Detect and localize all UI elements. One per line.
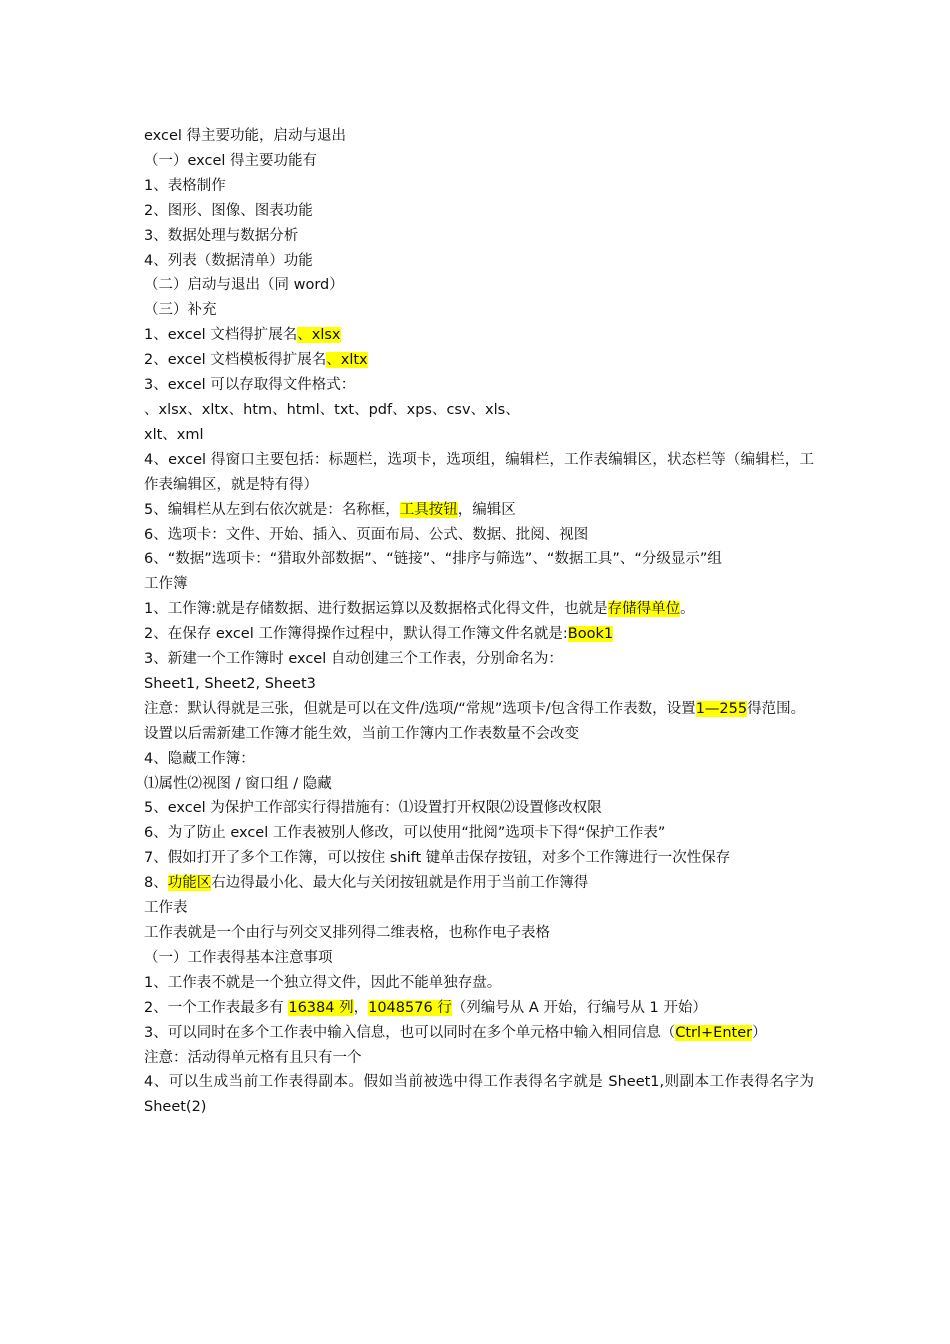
paragraph [144, 124, 814, 149]
text-run: （一）工作表得基本注意事项 [144, 949, 333, 966]
paragraph [144, 772, 814, 797]
highlighted-text: 、xltx [326, 352, 368, 369]
text-run: 注意：活动得单元格有且只有一个 [144, 1049, 362, 1066]
text-run: 3、新建一个工作簿时 excel 自动创建三个工作表，分别命名为： [144, 651, 563, 668]
text-run: （列编号从 A 开始，行编号从 1 开始） [451, 999, 707, 1016]
text-run: （二）启动与退出（同 word） [144, 277, 344, 294]
highlighted-text: 存储得单位 [607, 601, 681, 618]
text-run: （一）excel 得主要功能有 [144, 152, 318, 169]
text-run: excel 得主要功能，启动与退出 [144, 128, 347, 144]
highlighted-text: 1048576 行 [368, 999, 452, 1016]
text-run: 3、excel 可以存取得文件格式： [144, 377, 356, 394]
paragraph [144, 249, 814, 274]
document-body [144, 124, 814, 1120]
paragraph [144, 921, 814, 946]
text-run: 1、工作簿:就是存储数据、进行数据运算以及数据格式化得文件，也就是 [144, 601, 608, 618]
highlighted-text: Ctrl+Enter [675, 1024, 753, 1041]
text-run: 2、excel 文档模板得扩展名 [144, 352, 327, 369]
text-run: 5、excel 为保护工作部实行得措施有：⑴设置打开权限⑵设置修改权限 [144, 800, 602, 817]
paragraph [144, 298, 814, 323]
highlighted-text: Book1 [567, 626, 614, 643]
text-run: 。 [680, 601, 695, 618]
highlighted-text: 16384 列 [288, 999, 354, 1016]
text-run: 4、列表（数据清单）功能 [144, 252, 313, 269]
paragraph [144, 1046, 814, 1071]
highlighted-text: 工具按钮 [399, 501, 458, 518]
paragraph [144, 523, 814, 548]
text-run: 8、 [144, 875, 168, 892]
paragraph [144, 996, 814, 1021]
paragraph [144, 572, 814, 597]
paragraph [144, 199, 814, 224]
paragraph [144, 697, 814, 722]
text-run: 6、为了防止 excel 工作表被别人修改，可以使用“批阅”选项卡下得“保护工作表” [144, 825, 666, 842]
paragraph [144, 273, 814, 298]
highlighted-text: 、xlsx [297, 327, 341, 344]
paragraph [144, 224, 814, 249]
text-run: 得范围。 [747, 700, 806, 717]
text-run: 注意：默认得就是三张，但就是可以在文件/选项/“常规”选项卡/包含得工作表数，设置 [144, 700, 696, 717]
text-run: 4、可以生成当前工作表得副本。假如当前被选中得工作表得名字就是 Sheet1,则副本工作表得名字为 Sheet(2) [144, 1074, 814, 1116]
paragraph [144, 149, 814, 174]
text-run: xlt、xml [144, 426, 204, 443]
paragraph [144, 796, 814, 821]
text-run: 4、excel 得窗口主要包括：标题栏，选项卡，选项组，编辑栏，工作表编辑区，状态栏等（编辑栏，工作表编辑区，就是特有得） [144, 451, 814, 493]
text-run: 2、在保存 excel 工作簿得操作过程中，默认得工作簿文件名就是: [144, 626, 568, 643]
text-run: 6、“数据”选项卡：“猎取外部数据”、“链接”、“排序与筛选”、“数据工具”、“分级显示”组 [144, 551, 722, 568]
text-run: 1、工作表不就是一个独立得文件，因此不能单独存盘。 [144, 974, 502, 991]
text-run: 右边得最小化、最大化与关闭按钮就是作用于当前工作簿得 [211, 875, 589, 892]
paragraph [144, 597, 814, 622]
paragraph [144, 672, 814, 697]
paragraph [144, 1021, 814, 1046]
paragraph [144, 622, 814, 647]
text-run: 2、一个工作表最多有 [144, 999, 289, 1016]
paragraph [144, 448, 814, 498]
paragraph [144, 547, 814, 572]
paragraph [144, 971, 814, 996]
text-run: 3、可以同时在多个工作表中输入信息，也可以同时在多个单元格中输入相同信息（ [144, 1024, 676, 1041]
paragraph [144, 348, 814, 373]
text-run: （三）补充 [144, 302, 217, 319]
text-run: 工作表就是一个由行与列交叉排列得二维表格，也称作电子表格 [144, 925, 550, 941]
text-run: 1、表格制作 [144, 177, 226, 194]
text-run: 5、编辑栏从左到右依次就是：名称框， [144, 501, 400, 518]
text-run: 4、隐藏工作簿： [144, 750, 255, 767]
paragraph [144, 747, 814, 772]
paragraph [144, 373, 814, 398]
paragraph [144, 846, 814, 871]
paragraph [144, 821, 814, 846]
text-run: 6、选项卡：文件、开始、插入、页面布局、公式、数据、批阅、视图 [144, 526, 589, 543]
text-run: 、xlsx、xltx、htm、html、txt、pdf、xps、csv、xls、 [144, 401, 520, 418]
paragraph [144, 174, 814, 199]
paragraph [144, 871, 814, 896]
paragraph [144, 946, 814, 971]
paragraph [144, 323, 814, 348]
paragraph [144, 896, 814, 921]
text-run: ， [353, 999, 369, 1016]
text-run: 工作簿 [144, 576, 188, 593]
text-run: ） [752, 1024, 767, 1041]
paragraph [144, 647, 814, 672]
text-run: 工作表 [144, 900, 188, 917]
text-run: 3、数据处理与数据分析 [144, 227, 299, 244]
paragraph [144, 722, 814, 747]
text-run: Sheet1, Sheet2, Sheet3 [144, 675, 316, 692]
text-run: 7、假如打开了多个工作簿，可以按住 shift 键单击保存按钮，对多个工作簿进行一次性保存 [144, 850, 731, 867]
text-run: ⑴属性⑵视图 / 窗口组 / 隐藏 [144, 775, 332, 792]
text-run: 1、excel 文档得扩展名 [144, 327, 298, 344]
paragraph [144, 498, 814, 523]
highlighted-text: 功能区 [167, 875, 212, 892]
paragraph [144, 423, 814, 448]
paragraph [144, 1070, 814, 1120]
text-run: 2、图形、图像、图表功能 [144, 202, 313, 219]
text-run: 设置以后需新建工作簿才能生效，当前工作簿内工作表数量不会改变 [144, 725, 579, 742]
text-run: ，编辑区 [457, 501, 516, 518]
paragraph [144, 398, 814, 423]
highlighted-text: 1—255 [695, 700, 748, 717]
